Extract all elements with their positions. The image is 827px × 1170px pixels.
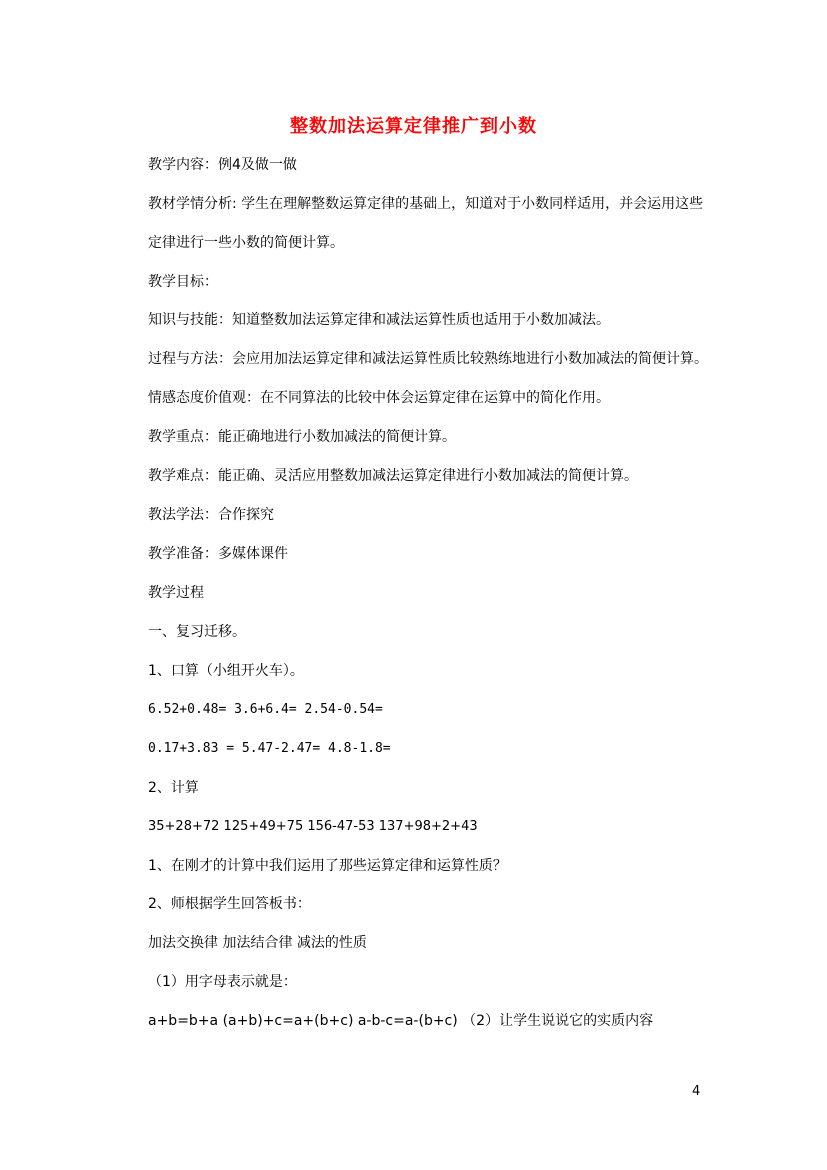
text-line: 教学重点：能正确地进行小数加减法的简便计算。 xyxy=(148,429,456,445)
text-line: 加法交换律 加法结合律 减法的性质 xyxy=(148,935,367,951)
text-line: 教学目标： xyxy=(148,274,218,290)
math-line: a+b=b+a (a+b)+c=a+(b+c) a-b-c=a-(b+c) （2）让学生说说它的实质内容 xyxy=(148,1013,654,1029)
text-line: 2、计算 xyxy=(148,780,199,796)
text-line: 教学内容：例4及做一做 xyxy=(148,157,297,173)
text-line: 2、师根据学生回答板书： xyxy=(148,896,311,912)
text-line: 教法学法：合作探究 xyxy=(148,507,274,523)
document-title: 整数加法运算定律推广到小数 xyxy=(290,116,537,137)
text-line: 教学准备：多媒体课件 xyxy=(148,546,288,562)
text-line: 定律进行一些小数的简便计算。 xyxy=(148,235,344,251)
text-line: 教学过程 xyxy=(148,585,204,601)
text-line: 教材学情分析: 学生在理解整数运算定律的基础上，知道对于小数同样适用，并会运用这些 xyxy=(148,196,704,212)
text-line: 1、口算（小组开火车）。 xyxy=(148,663,304,679)
text-line: 知识与技能：知道整数加法运算定律和减法运算性质也适用于小数加减法。 xyxy=(148,312,610,328)
page-number: 4 xyxy=(692,1084,701,1099)
math-line: 0.17+3.83 = 5.47-2.47= 4.8-1.8= xyxy=(148,741,391,756)
text-line: 一、复习迁移。 xyxy=(148,624,246,640)
math-line: 35+28+72 125+49+75 156-47-53 137+98+2+43 xyxy=(148,819,478,834)
text-line: 教学难点：能正确、灵活应用整数加减法运算定律进行小数加减法的简便计算。 xyxy=(148,468,638,484)
text-line: 情感态度价值观：在不同算法的比较中体会运算定律在运算中的简化作用。 xyxy=(148,390,610,406)
text-line: （1）用字母表示就是： xyxy=(148,974,297,990)
text-line: 过程与方法：会应用加法运算定律和减法运算性质比较熟练地进行小数加减法的简便计算。 xyxy=(148,351,708,367)
math-line: 6.52+0.48= 3.6+6.4= 2.54-0.54= xyxy=(148,702,383,717)
text-line: 1、在刚才的计算中我们运用了那些运算定律和运算性质？ xyxy=(148,858,507,874)
